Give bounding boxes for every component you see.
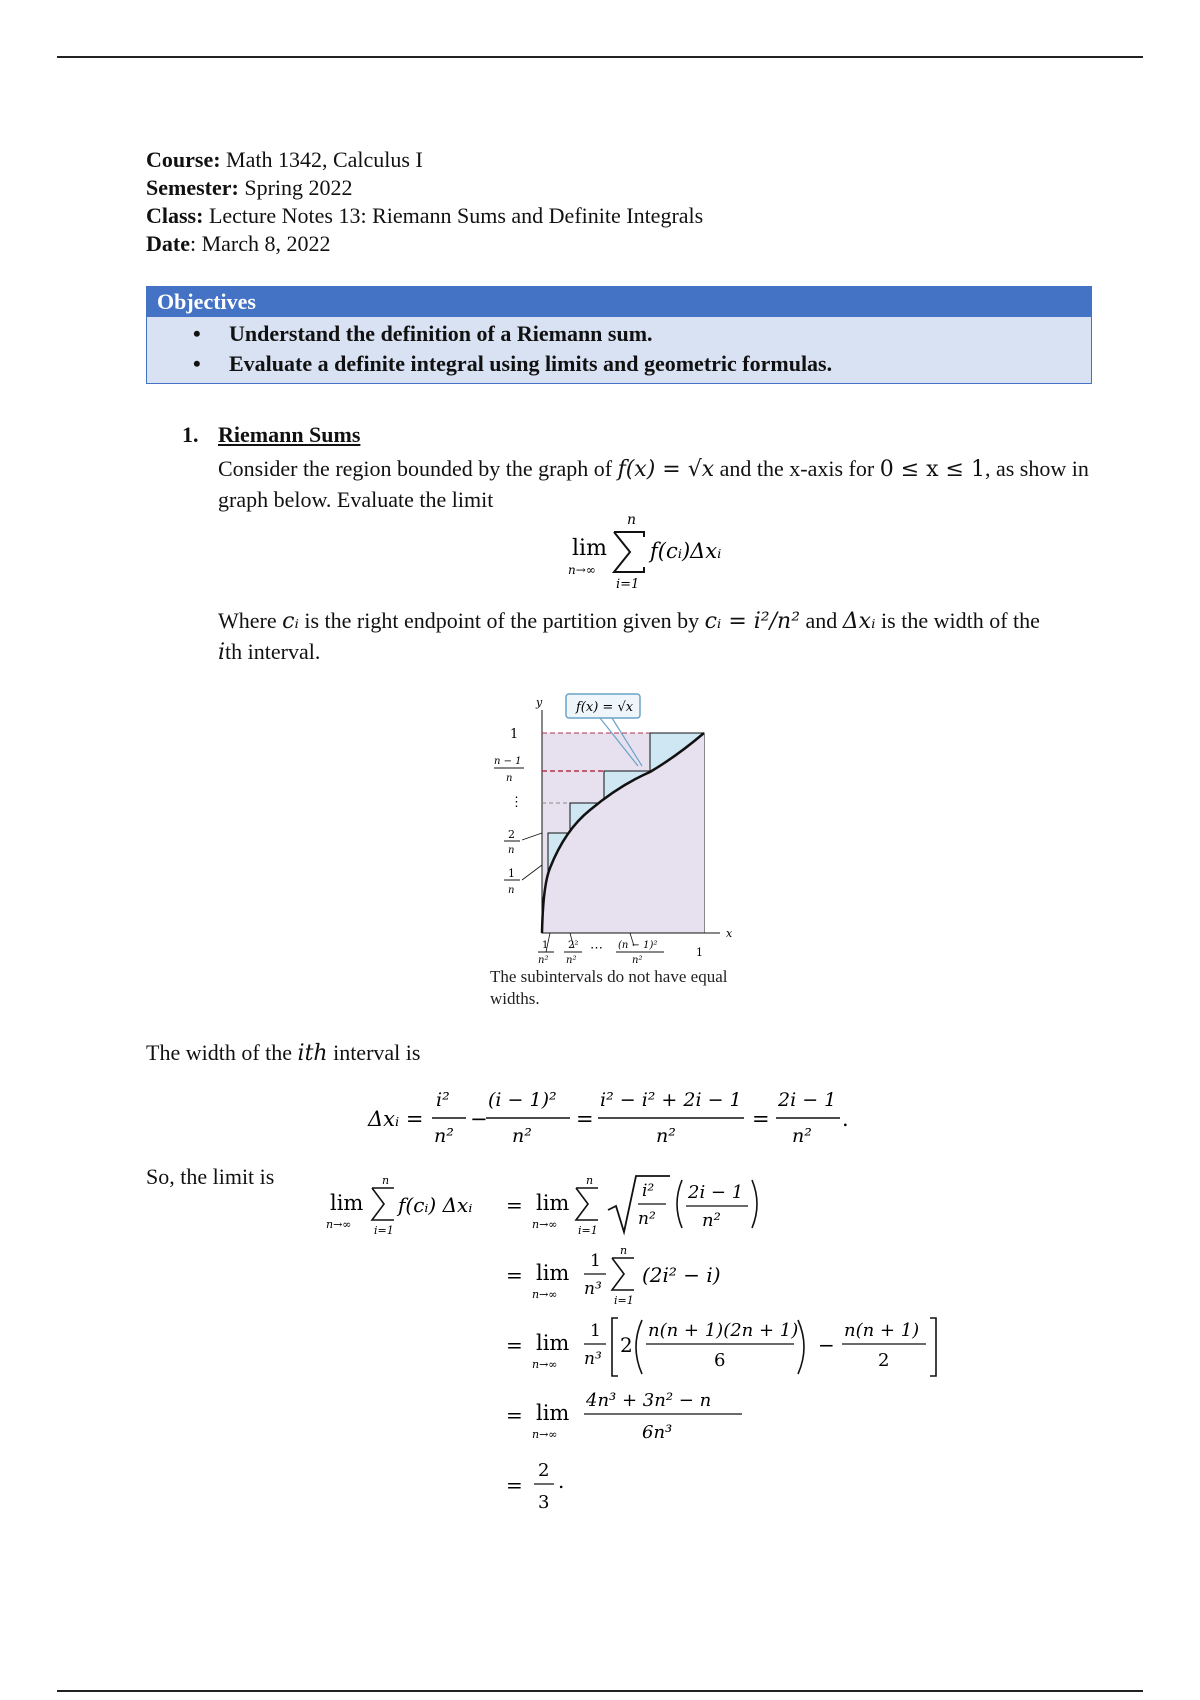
y-axis-label: y — [536, 696, 543, 709]
x-tick-2-num: 2² — [568, 940, 579, 951]
dx-eq: = — [752, 1107, 770, 1131]
x-axis-label: x — [726, 927, 733, 940]
where-text: is the width of the — [875, 608, 1040, 633]
dx-t4-den: n² — [792, 1125, 812, 1147]
lim-subscript: n→∞ — [532, 1428, 558, 1441]
course-value: Math 1342, Calculus I — [226, 147, 423, 172]
sigma-icon — [614, 532, 644, 572]
lim-text: lim — [330, 1191, 364, 1215]
date-line — [146, 230, 703, 258]
dx-lhs: Δxᵢ = — [368, 1107, 424, 1131]
width-ith: ith — [297, 1041, 328, 1066]
line5-num: 2 — [538, 1460, 550, 1481]
sum-upper: n — [620, 1244, 628, 1257]
where-text: is the right endpoint of the partition given by — [298, 608, 705, 633]
objective-item: • Evaluate a definite integral using limits and geometric formulas. — [229, 349, 1091, 379]
equals-sign: = — [506, 1263, 523, 1287]
equals-sign: = — [506, 1193, 523, 1217]
function-label: f(x) = √x — [576, 700, 634, 715]
line1-paren-den: n² — [702, 1210, 721, 1231]
where-dx: Δxᵢ — [842, 609, 876, 634]
sum-upper: n — [586, 1174, 594, 1187]
where-ci: cᵢ — [282, 609, 299, 634]
where-statement — [218, 606, 1098, 668]
right-bracket — [930, 1318, 936, 1376]
lim-text: lim — [536, 1191, 570, 1215]
line3-minus: − — [818, 1333, 835, 1357]
sigma-icon — [372, 1188, 394, 1220]
dx-t3-den: n² — [656, 1125, 676, 1147]
y-tick-2-den: n — [508, 845, 515, 856]
y-tick-2-num: 2 — [508, 828, 515, 841]
width-intro — [146, 1040, 420, 1066]
width-text: The width of the — [146, 1040, 298, 1065]
where-ci-definition: cᵢ = i²/n² — [704, 609, 801, 634]
line3-a-den: 6 — [714, 1350, 726, 1371]
line4-num: 4n³ + 3n² − n — [586, 1390, 712, 1411]
intro-text: , as show in graph below. Evaluate the limit — [218, 456, 1089, 512]
where-text: Where — [218, 608, 283, 633]
y-tick-leader — [522, 833, 542, 840]
dx-t4-num: 2i − 1 — [778, 1089, 837, 1111]
x-tick-nm1-num: (n − 1)² — [618, 940, 658, 951]
lim-text: lim — [536, 1331, 570, 1355]
sigma-icon — [576, 1188, 598, 1220]
course-label: Course: — [146, 147, 221, 172]
x-tick-2-den: n² — [566, 955, 577, 966]
bottom-rule — [57, 1690, 1143, 1692]
line3-frac-num: 1 — [590, 1321, 601, 1341]
dx-t1-num: i² — [436, 1089, 450, 1111]
where-text: and — [800, 608, 843, 633]
section-number: 1. — [182, 422, 199, 447]
dx-minus: − — [470, 1107, 488, 1131]
y-tick-nm1-num: n − 1 — [494, 756, 522, 767]
sum-lower: i=1 — [616, 577, 640, 592]
section-heading — [182, 422, 360, 448]
dx-period: . — [842, 1107, 849, 1131]
x-tick-1-den: n² — [538, 955, 549, 966]
line3-a-num: n(n + 1)(2n + 1) — [648, 1320, 799, 1341]
line1-paren-num: 2i − 1 — [688, 1182, 744, 1203]
date-value: : March 8, 2022 — [189, 231, 331, 256]
equals-sign: = — [506, 1473, 523, 1497]
course-meta — [146, 146, 703, 258]
left-paren — [677, 1180, 682, 1228]
summand: f(cᵢ)Δxᵢ — [650, 539, 722, 563]
y-tick-nm1-den: n — [506, 773, 513, 784]
lim-text: lim — [536, 1401, 570, 1425]
objective-item: • Understand the definition of a Riemann sum. — [229, 319, 1091, 349]
top-rule — [57, 56, 1143, 58]
y-tick-1n-num: 1 — [508, 867, 515, 880]
semester-value: Spring 2022 — [244, 175, 353, 200]
class-value: Lecture Notes 13: Riemann Sums and Definite Integrals — [208, 203, 704, 228]
dx-t3-num: i² − i² + 2i − 1 — [600, 1089, 742, 1111]
intro-text: and the x-axis for — [714, 456, 880, 481]
objectives-title: Objectives — [147, 287, 1091, 317]
course-line — [146, 146, 703, 174]
sum-lower: i=1 — [374, 1224, 394, 1237]
intro-function: f(x) = √x — [617, 457, 715, 482]
where-ith: i — [218, 640, 226, 665]
intro-text: Consider the region bounded by the graph of — [218, 456, 618, 481]
line3-b-den: 2 — [878, 1350, 890, 1371]
width-equation — [360, 1080, 880, 1150]
y-tick-1n-den: n — [508, 885, 515, 896]
sum-upper: n — [627, 512, 637, 528]
y-tick-vdots: ⋮ — [510, 795, 523, 810]
width-text: interval is — [327, 1040, 421, 1065]
line4-den: 6n³ — [642, 1422, 673, 1443]
limit-derivation — [316, 1170, 1016, 1530]
date-label: Date — [146, 231, 190, 256]
dx-t2-num: (i − 1)² — [488, 1089, 557, 1111]
sum-lower: i=1 — [578, 1224, 598, 1237]
lim-text: lim — [572, 536, 607, 561]
lim-subscript: n→∞ — [532, 1288, 558, 1301]
line2-frac-den: n³ — [584, 1279, 602, 1299]
x-tick-end: 1 — [696, 946, 703, 959]
line2-body: (2i² − i) — [642, 1263, 721, 1287]
y-tick-leader — [522, 865, 542, 880]
where-text: th interval. — [225, 639, 321, 664]
dx-t2-den: n² — [512, 1125, 532, 1147]
riemann-sum-graph — [480, 690, 740, 966]
dx-eq: = — [576, 1107, 594, 1131]
class-line — [146, 202, 703, 230]
x-tick-nm1-den: n² — [632, 955, 643, 966]
line5-den: 3 — [538, 1492, 550, 1513]
line5-dot: . — [558, 1469, 565, 1493]
left-bracket — [612, 1318, 618, 1376]
x-tick-dots: ⋯ — [590, 941, 603, 956]
line3-two: 2 — [620, 1333, 633, 1357]
class-label: Class: — [146, 203, 204, 228]
semester-line — [146, 174, 703, 202]
line3-frac-den: n³ — [584, 1349, 602, 1369]
semester-label: Semester: — [146, 175, 239, 200]
lim-subscript: n→∞ — [568, 563, 596, 577]
figure-caption: The subintervals do not have equal widths. — [490, 967, 728, 1008]
line1-sqrt-num: i² — [642, 1181, 655, 1201]
intro-range: 0 ≤ x ≤ 1 — [879, 457, 985, 482]
left-paren — [636, 1320, 642, 1374]
lim-subscript: n→∞ — [532, 1358, 558, 1371]
right-paren — [798, 1320, 804, 1374]
so-limit-label: So, the limit is — [146, 1164, 275, 1189]
equals-sign: = — [506, 1403, 523, 1427]
dx-t1-den: n² — [434, 1125, 454, 1147]
objectives-list — [147, 317, 1091, 383]
equals-sign: = — [506, 1333, 523, 1357]
line2-frac-num: 1 — [590, 1251, 601, 1271]
line1-sqrt-den: n² — [638, 1209, 656, 1229]
section-title: Riemann Sums — [218, 422, 361, 447]
y-tick-1: 1 — [510, 727, 519, 742]
lim-subscript: n→∞ — [326, 1218, 352, 1231]
x-tick-1-num: 1 — [542, 940, 549, 951]
riemann-limit-formula — [560, 510, 760, 590]
lim-subscript: n→∞ — [532, 1218, 558, 1231]
sum-upper: n — [382, 1174, 390, 1187]
line1-lhs: f(cᵢ) Δxᵢ — [398, 1193, 473, 1217]
objectives-box — [146, 286, 1092, 384]
section-intro — [218, 454, 1098, 515]
lim-text: lim — [536, 1261, 570, 1285]
right-paren — [752, 1180, 757, 1228]
sigma-icon — [612, 1258, 634, 1290]
line3-b-num: n(n + 1) — [844, 1320, 920, 1341]
sum-lower: i=1 — [614, 1294, 634, 1307]
